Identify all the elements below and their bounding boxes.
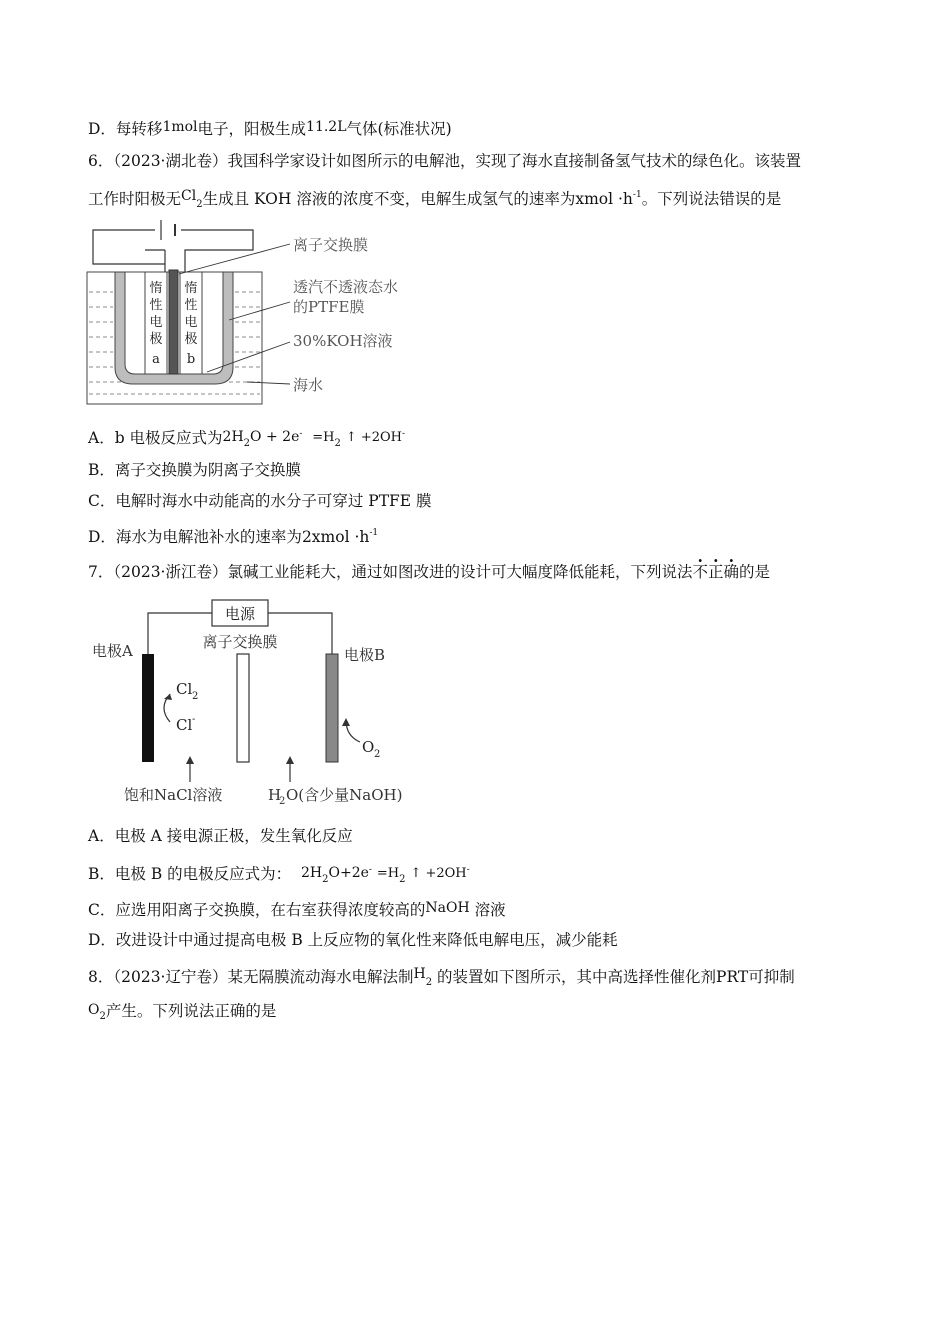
wire [181,230,253,272]
equation: 2H [301,865,323,881]
cl-ion-label: Cl [176,716,193,734]
q7-chlor-alkali-figure [86,596,426,808]
text: 生成且 KOH 溶液的浓度不变，电解生成氢气的速率为 [202,190,576,208]
subscript: 2 [192,691,199,702]
figure-labels [293,236,398,394]
q8-stem-line2: $O_2$产生。下列说法正确的是 [88,1002,277,1022]
text: 电 [184,315,198,330]
electrode-a [142,654,154,762]
o2-label: O [362,738,375,756]
text: a [152,352,160,367]
text: 惰 [184,281,198,296]
chem: Cl [181,188,197,204]
text: A．电极 A 接电源正极，发生氧化反应 [88,827,353,845]
equation: =H [376,866,400,881]
subscript: 2 [196,199,203,210]
electrode-b-label: 电极B [344,646,386,664]
text: D．每转移 [88,120,163,138]
arrow-head [286,756,294,764]
emphasis-text: 正 [708,563,724,581]
cl2-label: Cl [176,680,193,698]
arrow-head [164,694,172,700]
text: b [186,352,196,367]
text: 的装置如下图所示，其中高选择性催化剂PRT可抑制 [437,968,795,986]
q7-option-b: B．电极 B 的电极反应式为： $2H_2O+2e^- =H_2$ ↑ +2OH- [88,865,470,885]
ion-exchange-membrane [169,270,178,374]
q6-stem-line2 [88,185,781,215]
text: 性 [149,298,163,313]
q6-option-c [88,491,432,511]
chem: NaOH [425,900,470,916]
text: 性 [184,298,198,313]
text: 电子，阳极生成 [197,120,307,138]
text: A．b 电极反应式为 [88,429,223,447]
power-label: 电源 [224,605,256,623]
text: B．离子交换膜为阴离子交换膜 [88,461,301,479]
superscript: - [192,714,196,725]
leader-line [179,244,290,274]
q7-option-d [88,930,618,950]
q6-option-a: A．b 电极反应式为$2H_2O + 2e^- =H_2$ ↑ +2OH- [88,429,406,449]
text: B．电极 B 的电极反应式为： [88,865,292,883]
text: 气体(标准状况) [346,120,452,138]
right-solution-label: O(含少量NaOH) [286,786,403,804]
equation: 2H [222,429,244,445]
text: 溶液 [474,901,506,919]
q7-stem [88,562,770,582]
text: 。下列说法错误的是 [641,190,782,208]
left-solution-label: 饱和NaCl溶液 [124,786,223,804]
text: D．改进设计中通过提高电极 B 上反应物的氧化性来降低电解电压，减少能耗 [88,931,618,949]
q6-stem-line1 [88,151,801,171]
subscript: 2 [374,749,381,760]
equation: ↑ +2OH [410,866,467,881]
q8-stem-line1: 8．（2023·辽宁卷）某无隔膜流动海水电解法制$H_2$ 的装置如下图所示，其中高选择性催化剂PRT可抑制 [88,966,795,988]
label-ptfe: 的PTFE膜 [293,298,365,316]
text: 电 [149,315,163,330]
text: 的是 [739,563,771,581]
arrow-head [186,756,194,764]
q7-option-a [88,826,353,846]
electrode-a-label: 电极A [92,642,133,660]
wire [93,230,165,264]
text: xmol ·h [575,190,633,208]
text: 8．（2023·辽宁卷）某无隔膜流动海水电解法制 [88,968,414,986]
text: 惰 [149,281,163,296]
text: 极 [184,332,198,347]
equation: O+2e [328,865,369,881]
arrow-head [342,718,350,726]
text: C．应选用阳离子交换膜，在右室获得浓度较高的 [88,901,426,919]
label-membrane: 离子交换膜 [293,236,369,254]
electrode-b [326,654,338,762]
equation: ↑ +2OH [345,430,402,445]
text: 6．（2023·湖北卷）我国科学家设计如图所示的电解池，实现了海水直接制备氢气技术的绿色化。该装置 [88,152,801,170]
label-sea: 海水 [293,376,324,394]
text: 极 [149,332,163,347]
text: 7．（2023·浙江卷）氯碱工业能耗大，通过如图改进的设计可大幅度降低能耗，下列说法 [88,563,693,581]
q6-option-b [88,460,301,480]
equation: =H [312,430,335,445]
superscript: -1 [632,190,642,200]
q7-option-c [88,898,506,920]
text: 1mol [162,119,198,135]
right-solution-label: H [268,786,282,804]
membrane-label: 离子交换膜 [202,633,278,651]
text: 工作时阳极无 [88,190,182,208]
q6-electrolysis-figure [85,212,425,410]
equation: O + 2e [250,429,300,445]
text: 产生。下列说法正确的是 [105,1002,277,1020]
emphasis-text: 不 [692,563,709,581]
chem: H [413,966,426,982]
label-ptfe: 透汽不透液态水 [293,278,399,296]
text: D．海水为电解池补水的速率为 [88,528,302,546]
q6-option-d: D．海水为电解池补水的速率为2xmol $\cdot h^{-1}$ [88,528,379,546]
label-koh: 30%KOH溶液 [293,332,393,350]
q5-option-d [88,117,452,139]
text: 11.2L [306,119,347,135]
chem: O [88,1002,100,1018]
ion-exchange-membrane [237,654,249,762]
text: C．电解时海水中动能高的水分子可穿过 PTFE 膜 [88,492,432,510]
emphasis-text: 确 [723,563,740,581]
wire [268,613,332,656]
subscript: 2 [279,796,286,807]
text: 2xmol ·h [301,528,370,546]
